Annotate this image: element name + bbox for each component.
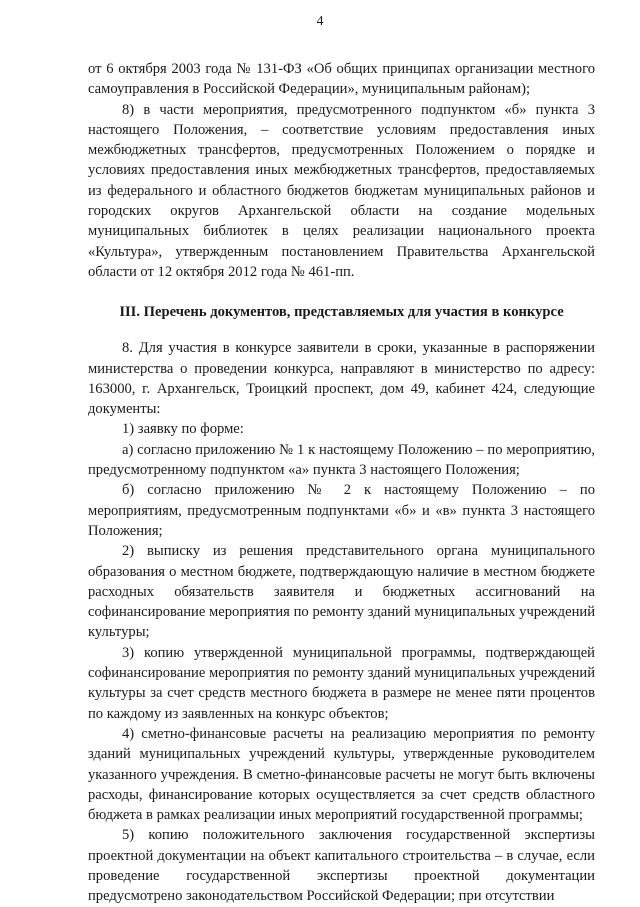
list-item-5: 5) копию положительного заключения государственной экспертизы проектной документации на объект капитального строительства – в случае, если проведение государственной экспертизы проектной документации предусмотрено законодательством Российской Федерации; при отсутствии [88,827,595,905]
list-item-1b: б) согласно приложению № 2 к настоящему Положению – по мероприятиям, предусмотренным подпунктами «б» и «в» пункта 3 настоящего Положения; [88,482,595,539]
paragraph-item-8: 8) в части мероприятия, предусмотренного подпунктом «б» пункта 3 настоящего Положения, – соответствие условиям предоставления иных межбюджетных трансфертов, предусмотренных Положением о порядке и условиях предоставления иных межбюджетных трансфертов, предоставляемых из федерального и областного бюджетов бюджетам муниципальных районов и городских округов Архангельской области на создание модельных муниципальных библиотек в целях реализации национального проекта «Культура», утвержденным постановлением Правительства Архангельской области от 12 октября 2012 года № 461-пп. [88,101,595,280]
paragraph-clause-8: 8. Для участия в конкурсе заявители в сроки, указанные в распоряжении министерства о проведении конкурса, направляют в министерство по адресу: 163000, г. Архангельск, Троицкий проспект, дом 49, кабинет 424, следующие документы: [88,340,595,418]
paragraph-continuation: от 6 октября 2003 года № 131-ФЗ «Об общих принципах организации местного самоуправления в Российской Федерации», муниципальным районам); [88,61,595,98]
document-body [88,59,595,907]
list-item-1a: а) согласно приложению № 1 к настоящему Положению – по мероприятию, предусмотренному подпунктом «а» пункта 3 настоящего Положения; [88,441,595,479]
page-number: 4 [316,14,324,29]
list-item-4: 4) сметно-финансовые расчеты на реализацию мероприятия по ремонту зданий муниципальных учреждений культуры, утвержденные руководителем указанного учреждения. В сметно-финансовые расчеты не могут быть включены расходы, финансирование которых осуществляется за счет средств областного бюджета в рамках реализации иных мероприятий государственной программы; [88,725,595,824]
list-item-2: 2) выписку из решения представительного органа муниципального образования о местном бюджете, подтверждающую наличие в местном бюджете расходных обязательств заявителя и бюджетных ассигнований на софинансирование мероприятия по ремонту зданий муниципальных учреждений культуры; [88,543,595,641]
section-heading: III. Перечень документов, представляемых для участия в конкурсе [119,304,564,321]
list-item-3: 3) копию утвержденной муниципальной программы, подтверждающей софинансирование мероприятия по ремонту зданий муниципальных учреждений культуры за счет средств местного бюджета в размере не менее пяти процентов по каждому из заявленных на конкурс объектов; [88,644,595,722]
list-item-1: 1) заявку по форме: [122,421,244,438]
